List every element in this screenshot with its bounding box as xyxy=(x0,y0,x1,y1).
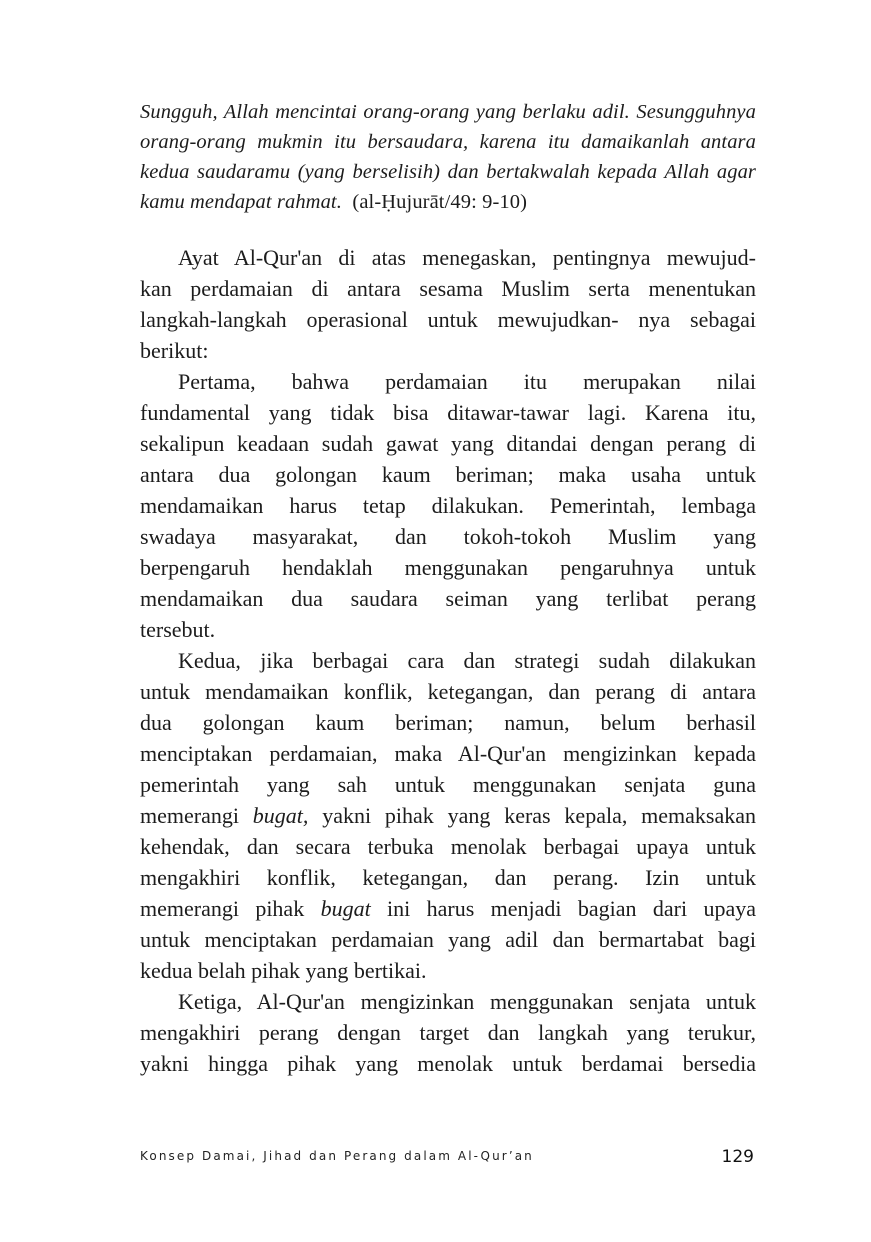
running-footer-title: Konsep Damai, Jihad dan Perang dalam Al-Qur’an xyxy=(140,1149,534,1163)
text-segment: ini harus menjadi bagian dari upaya xyxy=(370,896,756,921)
text-line: kedua belah pihak yang bertikai. xyxy=(140,958,427,983)
text-line: mengakhiri perang dengan target dan langkah yang terukur, xyxy=(140,1020,756,1045)
text-line: untuk menciptakan perdamaian yang adil dan bermartabat bagi xyxy=(140,927,756,952)
quote-line xyxy=(140,187,756,217)
text-line: dua golongan kaum beriman; namun, belum berhasil xyxy=(140,710,756,735)
text-line: sekalipun keadaan sudah gawat yang ditandai dengan perang di xyxy=(140,431,756,456)
text-segment: memerangi pihak xyxy=(140,896,321,921)
text-line: fundamental yang tidak bisa ditawar-tawar lagi. Karena itu, xyxy=(140,400,756,425)
quote-line: Sungguh, Allah mencintai orang-orang yang berlaku adil. Sesungguhnya xyxy=(140,101,756,123)
text-line: Ayat Al-Qur'an di atas menegaskan, pentingnya mewujud- xyxy=(178,245,756,270)
text-line: swadaya masyarakat, dan tokoh-tokoh Muslim yang xyxy=(140,524,756,549)
quote-line: kedua saudaramu (yang berselisih) dan bertakwalah kepada Allah agar xyxy=(140,161,756,183)
text-line xyxy=(140,800,756,831)
text-line: mendamaikan dua saudara seiman yang terlibat perang xyxy=(140,586,756,611)
body-text xyxy=(140,242,756,1079)
paragraph-intro xyxy=(140,242,756,366)
paragraph-pertama xyxy=(140,366,756,645)
text-line: Pertama, bahwa perdamaian itu merupakan nilai xyxy=(178,369,756,394)
text-line: langkah-langkah operasional untuk mewujudkan- nya sebagai xyxy=(140,307,756,332)
text-line: berikut: xyxy=(140,338,209,363)
page-number: 129 xyxy=(721,1147,754,1167)
paragraph-kedua xyxy=(140,645,756,986)
text-segment: yakni pihak yang keras kepala, memaksakan xyxy=(308,803,756,828)
text-line: yakni hingga pihak yang menolak untuk berdamai bersedia xyxy=(140,1051,756,1076)
text-line xyxy=(140,893,756,924)
verse-reference: (al-Ḥujurāt/49: 9-10) xyxy=(352,191,528,213)
text-line: mengakhiri konflik, ketegangan, dan perang. Izin untuk xyxy=(140,865,756,890)
text-line: untuk mendamaikan konflik, ketegangan, dan perang di antara xyxy=(140,679,756,704)
text-line: tersebut. xyxy=(140,617,216,642)
page-content xyxy=(140,97,756,1079)
italic-term-bugat: bugat xyxy=(320,896,371,921)
page-footer xyxy=(140,1147,756,1171)
text-line: kehendak, dan secara terbuka menolak berbagai upaya untuk xyxy=(140,834,756,859)
text-line: kan perdamaian di antara sesama Muslim serta menentukan xyxy=(140,276,756,301)
quote-line: orang-orang mukmin itu bersaudara, karena itu damaikanlah antara xyxy=(140,131,756,153)
paragraph-ketiga xyxy=(140,986,756,1079)
text-segment: memerangi xyxy=(140,803,253,828)
text-line: Kedua, jika berbagai cara dan strategi sudah dilakukan xyxy=(178,648,756,673)
text-line: mendamaikan harus tetap dilakukan. Pemerintah, lembaga xyxy=(140,493,756,518)
text-line: pemerintah yang sah untuk menggunakan senjata guna xyxy=(140,772,756,797)
quran-translation-quote xyxy=(140,97,756,217)
text-line: antara dua golongan kaum beriman; maka usaha untuk xyxy=(140,462,756,487)
quote-last-text: kamu mendapat rahmat. xyxy=(140,191,342,213)
italic-term-bugat: bugat, xyxy=(252,803,309,828)
text-line: berpengaruh hendaklah menggunakan pengaruhnya untuk xyxy=(140,555,756,580)
text-line: menciptakan perdamaian, maka Al-Qur'an mengizinkan kepada xyxy=(140,741,756,766)
text-line: Ketiga, Al-Qur'an mengizinkan menggunakan senjata untuk xyxy=(178,989,756,1014)
